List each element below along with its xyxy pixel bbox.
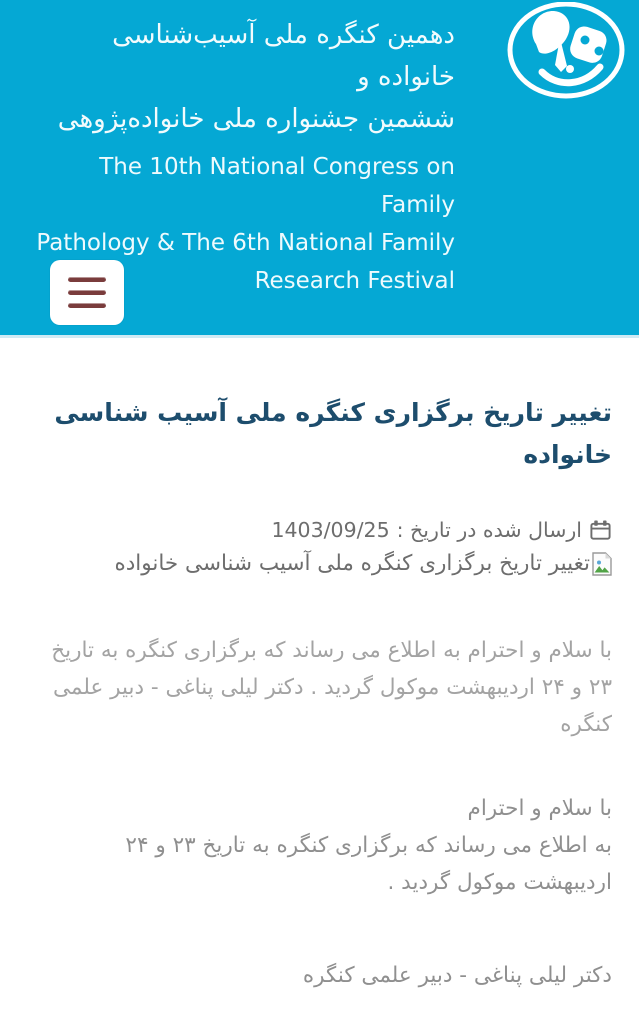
- header-title-en-line3: Research Festival: [254, 268, 455, 294]
- hamburger-bar: [68, 277, 106, 282]
- post-signature: دکتر لیلی پناغی - دبیر علمی کنگره: [302, 963, 612, 988]
- header-title-block: [30, 14, 455, 300]
- congress-logo-icon: [506, 2, 626, 100]
- post-paragraph-summary: با سلام و احترام به اطلاع می رساند که برگزاری کنگره به تاریخ ۲۳ و ۲۴ اردیبهشت موکول گردید . دکتر لیلی پناغی - دبیر علمی کنگره: [51, 638, 612, 737]
- post-image-caption-line: [30, 551, 612, 576]
- post-announcement: به اطلاع می رساند که برگزاری کنگره به تاریخ ۲۳ و ۲۴ اردیبهشت موکول گردید .: [125, 833, 612, 895]
- post-content: [0, 392, 639, 988]
- site-header: [0, 0, 639, 338]
- post-date-label: ارسال شده در تاریخ :: [396, 518, 582, 542]
- hamburger-bar: [68, 303, 106, 308]
- post-image-caption: تغییر تاریخ برگزاری کنگره ملی آسیب شناسی خانواده: [114, 551, 590, 576]
- menu-toggle-button[interactable]: [50, 260, 124, 325]
- hamburger-bar: [68, 290, 106, 295]
- header-title-en-line1: The 10th National Congress on Family: [99, 154, 455, 218]
- post-paragraph-body: [30, 790, 612, 901]
- header-title-fa-line1: دهمین کنگره ملی آسیب‌شناسی خانواده و: [112, 20, 455, 92]
- broken-image-icon: [592, 552, 612, 576]
- header-title-fa-line2: ششمین جشنواره ملی خانواده‌پژوهی: [57, 104, 455, 134]
- post-date-value: 1403/09/25: [271, 518, 390, 542]
- post-greeting: با سلام و احترام: [467, 796, 612, 821]
- congress-logo: [506, 2, 626, 100]
- post-date-line: [30, 518, 612, 542]
- calendar-icon: [589, 519, 612, 542]
- page-title: تغییر تاریخ برگزاری کنگره ملی آسیب شناسی خانواده: [54, 398, 612, 469]
- header-title-en-line2: Pathology & The 6th National Family: [36, 230, 455, 256]
